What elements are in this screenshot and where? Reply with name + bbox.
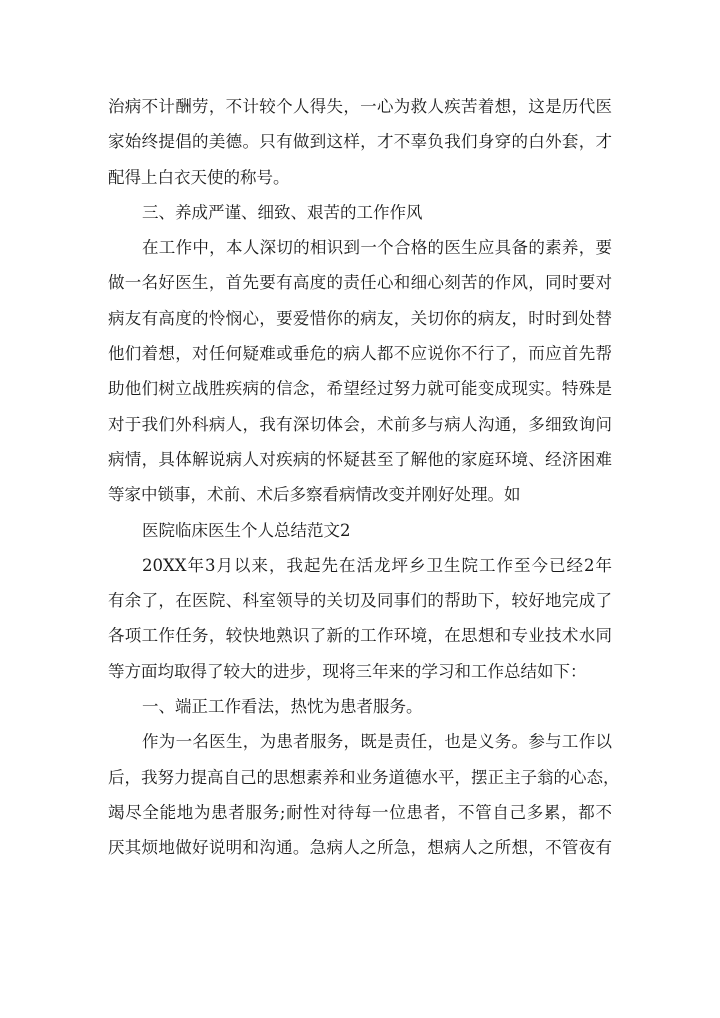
- paragraph-line: 治病不计酬劳，不计较个人得失，一心为救人疾苦着想，这是历代医: [108, 97, 612, 116]
- document-subtitle: 医院临床医生个人总结范文2: [142, 520, 351, 540]
- section-heading: 三、养成严谨、细致、艰苦的工作作风: [142, 202, 423, 222]
- paragraph-line: 对于我们外科病人，我有深切体会，术前多与病人沟通，多细致询问: [108, 414, 612, 434]
- paragraph-line: 做一名好医生，首先要有高度的责任心和细心刻苦的作风，同时要对: [108, 273, 612, 293]
- paragraph-line: 家始终提倡的美德。只有做到这样，才不辜负我们身穿的白外套，才: [108, 132, 612, 152]
- paragraph-line: 后，我努力提高自己的思想素养和业务道德水平，摆正主子翁的心态，: [108, 767, 620, 787]
- paragraph-line: 等方面均取得了较大的进步，现将三年来的学习和工作总结如下：: [108, 661, 587, 681]
- paragraph-line: 等家中锁事，术前、术后多察看病情改变并刚好处理。如: [108, 485, 521, 505]
- paragraph-line: 20XX年3月以来，我起先在活龙坪乡卫生院工作至今已经2年: [142, 555, 612, 575]
- paragraph-line: 病友有高度的怜悯心，要爱惜你的病友，关切你的病友，时时到处替: [108, 308, 612, 328]
- paragraph-line: 病情，具体解说病人对疾病的怀疑甚至了解他的家庭环境、经济困难: [108, 449, 612, 469]
- paragraph-line: 他们着想，对任何疑难或垂危的病人都不应说你不行了，而应首先帮: [108, 344, 612, 364]
- paragraph-line: 厌其烦地做好说明和沟通。急病人之所急，想病人之所想，不管夜有: [108, 838, 612, 858]
- paragraph-line: 竭尽全能地为患者服务;耐性对待每一位患者，不管自己多累，都不: [108, 802, 612, 822]
- paragraph-line: 助他们树立战胜疾病的信念，希望经过努力就可能变成现实。特殊是: [108, 379, 612, 399]
- paragraph-line: 有余了，在医院、科室领导的关切及同事们的帮助下，较好地完成了: [108, 591, 612, 611]
- paragraph-line: 配得上白衣天使的称号。: [108, 167, 290, 187]
- paragraph-line: 作为一名医生，为患者服务，既是责任，也是义务。参与工作以: [142, 732, 612, 752]
- paragraph-line: 各项工作任务，较快地熟识了新的工作环境，在思想和专业技术水同: [108, 626, 612, 646]
- document-body: [108, 89, 620, 866]
- paragraph-line: 在工作中，本人深切的相识到一个合格的医生应具备的素养，要: [142, 238, 612, 258]
- section-heading: 一、端正工作看法，热忱为患者服务。: [142, 697, 423, 717]
